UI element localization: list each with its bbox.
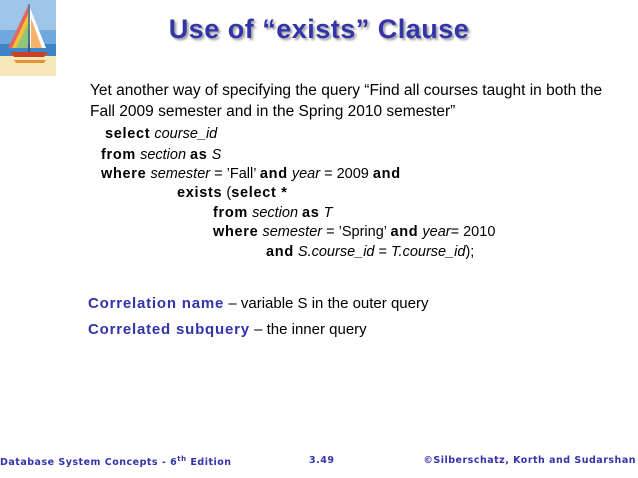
slide-footer — [0, 455, 638, 475]
attribute-semester: semester — [150, 166, 211, 182]
term-correlated-subquery — [88, 321, 367, 338]
footer-book-title: Database System Concepts - 6th Edition — [0, 455, 232, 469]
term-correlation-name — [88, 295, 428, 312]
keyword-and: and — [266, 244, 294, 260]
value-fall: = ’Fall’ — [214, 166, 256, 182]
attribute-t-course-id: T.course_id — [391, 244, 466, 260]
keyword-where: where — [101, 166, 147, 182]
footer-page-number: 3.49 — [309, 455, 335, 466]
keyword-where: where — [213, 224, 259, 240]
keyword-and: and — [372, 166, 401, 182]
keyword-select: select — [105, 126, 151, 142]
slide-title: Use of “exists” Clause — [168, 14, 470, 44]
keyword-as: as — [302, 205, 320, 221]
code-line-2 — [101, 147, 221, 163]
keyword-and: and — [259, 166, 288, 182]
open-paren: ( — [226, 185, 232, 201]
code-line-1 — [105, 126, 217, 142]
keyword-select-star: select * — [231, 185, 288, 201]
attribute-course-id: course_id — [154, 126, 218, 142]
term-description: – variable S in the outer query — [228, 295, 429, 312]
keyword-from: from — [101, 147, 137, 163]
value-2009: = 2009 — [324, 166, 369, 182]
term-name: Correlated subquery — [88, 321, 250, 338]
value-spring: = ’Spring’ — [326, 224, 387, 240]
code-line-5 — [213, 205, 332, 221]
attribute-year: year — [422, 224, 451, 240]
footer-copyright: ©Silberschatz, Korth and Sudarshan — [423, 455, 636, 466]
keyword-exists: exists — [177, 185, 223, 201]
code-line-3 — [101, 166, 401, 182]
attribute-semester: semester — [262, 224, 323, 240]
alias-t: T — [323, 205, 333, 221]
relation-section: section — [252, 205, 299, 221]
code-line-6 — [213, 224, 495, 240]
keyword-as: as — [190, 147, 208, 163]
alias-s: S — [211, 147, 222, 163]
attribute-year: year — [291, 166, 321, 182]
term-name: Correlation name — [88, 295, 225, 312]
relation-section: section — [140, 147, 187, 163]
term-description: – the inner query — [254, 321, 367, 338]
keyword-and: and — [390, 224, 419, 240]
value-2010: = 2010 — [450, 224, 496, 240]
attribute-s-course-id: S.course_id — [297, 244, 375, 260]
keyword-from: from — [213, 205, 249, 221]
code-line-4 — [177, 185, 288, 201]
code-line-7 — [266, 244, 474, 260]
equals-sign: = — [378, 244, 387, 260]
intro-paragraph: Yet another way of specifying the query “Find all courses taught in both the Fall 2009 semester and in the Spring 2010 semester” — [90, 82, 603, 120]
close-paren: ); — [465, 244, 475, 260]
